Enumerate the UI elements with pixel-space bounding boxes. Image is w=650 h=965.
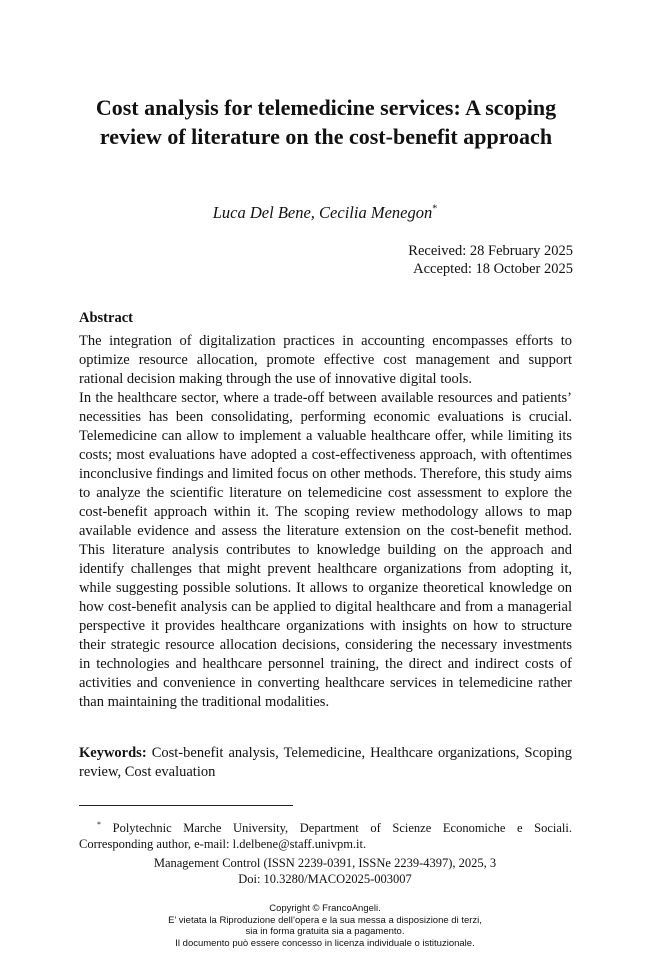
journal-citation: Management Control (ISSN 2239-0391, ISSNe 2239-4397), 2025, 3 (153, 856, 497, 870)
keywords-list: Cost-benefit analysis, Telemedicine, Healthcare organizations, Scoping review, Cost evaluation (79, 745, 573, 780)
received-date: Received: 28 February 2025 (408, 243, 573, 259)
footnote-mark: * (97, 820, 101, 829)
author-names: Luca Del Bene, Cecilia Menegon (212, 203, 433, 222)
abstract-heading: Abstract (79, 310, 133, 326)
accepted-date: Accepted: 18 October 2025 (413, 261, 573, 277)
abstract-paragraph: The integration of digitalization practices in accounting encompasses efforts to optimize resource allocation, promote effective cost management and support rational decision making through the use of innovative digital tools. (79, 333, 572, 387)
copyright-line: Il documento può essere concesso in licenza individuale o istituzionale. (175, 937, 475, 949)
submission-dates (408, 242, 573, 278)
copyright-line: sia in forma gratuita sia a pagamento. (245, 926, 405, 937)
author-line (0, 203, 650, 223)
copyright-line: E’ vietata la Riproduzione dell’opera e la sua messa a disposizione di terzi, (168, 914, 482, 926)
keywords (79, 744, 572, 782)
journal-doi: Doi: 10.3280/MACO2025-003007 (238, 872, 412, 886)
copyright-notice (0, 903, 650, 949)
copyright-line: Copyright © FrancoAngeli. (269, 903, 381, 914)
abstract-paragraph: In the healthcare sector, where a trade-off between available resources and patients’ necessities has been consolidating, performing economic evaluations is crucial. Telemedicine can allow to implement a valuable healthcare offer, while limiting its costs; most evaluations have adopted a cost-effectiveness approach, with oftentimes inconclusive findings and limited focus on other methods. Therefore, this study aims to analyze the scientific literature on telemedicine cost assessment to explore the cost-benefit approach within it. The scoping review methodology allows to map available evidence and assess the literature extension on the cost-benefit method. This literature analysis contributes to knowledge building on the approach and identify challenges that might prevent healthcare organizations from adopting it, while suggesting possible solutions. It allows to organize theoretical knowledge on how cost-benefit analysis can be applied to digital healthcare and from a managerial perspective it provides healthcare organizations with insights on how to structure their strategic resource allocation decisions, considering the necessary investments in technologies and healthcare personnel training, the direct and indirect costs of activities and convenience in converting healthcare services in telemedicine rather than maintaining the traditional modalities. (79, 390, 572, 710)
footnote-text: Polytechnic Marche University, Department of Scienze Economiche e Sociali. Corresponding author, e-mail: l.delbene@staff.univpm.it. (79, 821, 573, 852)
abstract-body (79, 332, 572, 712)
paper-title: Cost analysis for telemedicine services: A scoping review of literature on the cost-benefit approach (95, 95, 557, 149)
keywords-label: Keywords: (79, 745, 147, 761)
author-footnote (79, 817, 572, 852)
footnote-divider (79, 805, 293, 806)
author-footnote-mark: * (432, 203, 438, 215)
journal-info (0, 855, 650, 887)
